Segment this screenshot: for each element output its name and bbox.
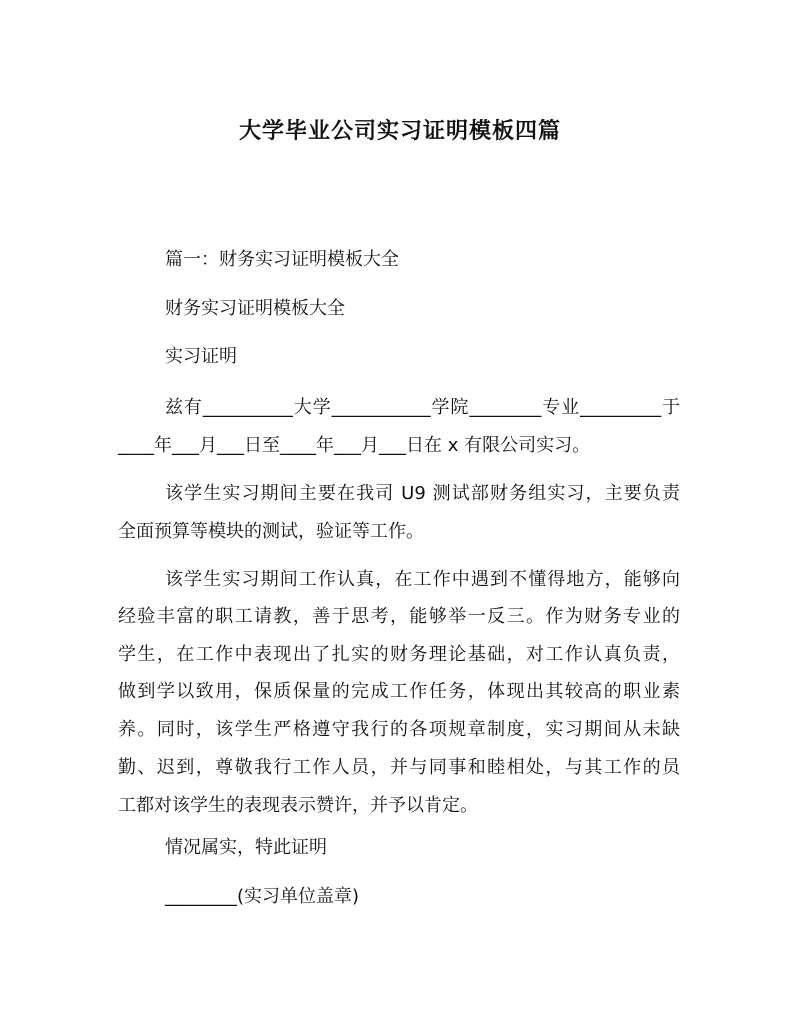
paragraph-line: 做到学以致用，保质保量的完成工作任务，体现出其较高的职业素 bbox=[118, 681, 680, 702]
paragraph-line: 兹有__________大学___________学院________专业_________于 bbox=[165, 397, 680, 418]
paragraph-line: 养。同时，该学生严格遵守我行的各项规章制度，实习期间从未缺 bbox=[118, 719, 680, 740]
paragraph-line: 经验丰富的职工请教，善于思考，能够举一反三。作为财务专业的 bbox=[118, 606, 680, 627]
paragraph-line: 该学生实习期间工作认真，在工作中遇到不懂得地方，能够向 bbox=[165, 569, 680, 590]
seal-line: ________(实习单位盖章) bbox=[165, 886, 360, 907]
paragraph-line: 全面预算等模块的测试，验证等工作。 bbox=[118, 521, 424, 542]
subtitle: 财务实习证明模板大全 bbox=[165, 298, 345, 319]
paragraph-line: ____年___月___日至____年___月___日在 x 有限公司实习。 bbox=[118, 435, 591, 456]
paragraph-line: 勤、迟到，尊敬我行工作人员，并与同事和睦相处，与其工作的员 bbox=[118, 757, 680, 778]
closing-statement: 情况属实，特此证明 bbox=[165, 837, 327, 858]
paragraph-line: 工都对该学生的表现表示赞许，并予以肯定。 bbox=[118, 795, 478, 816]
document-title: 大学毕业公司实习证明模板四篇 bbox=[238, 119, 561, 144]
section-heading: 篇一：财务实习证明模板大全 bbox=[165, 249, 399, 270]
paragraph-line: 学生，在工作中表现出了扎实的财务理论基础，对工作认真负责， bbox=[118, 644, 680, 665]
certificate-heading: 实习证明 bbox=[165, 346, 237, 367]
paragraph-line: 该学生实习期间主要在我司 U9 测试部财务组实习，主要负责 bbox=[165, 483, 680, 504]
